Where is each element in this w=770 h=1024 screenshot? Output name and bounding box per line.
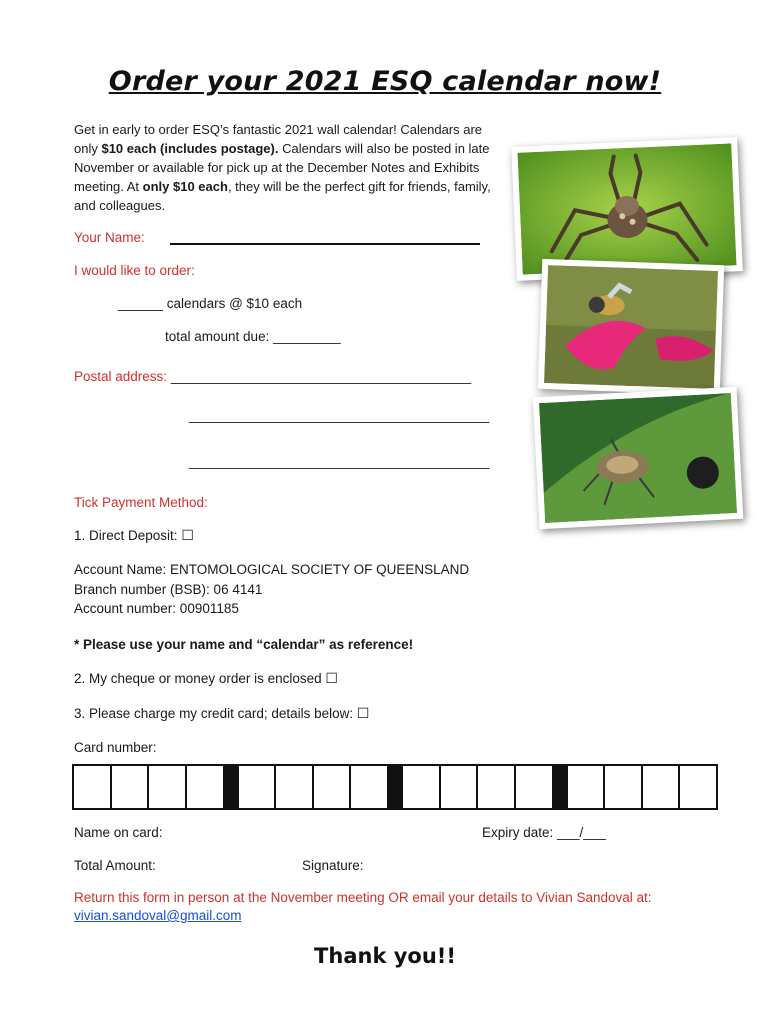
card-digit-box[interactable] [351, 766, 389, 808]
card-digit-box[interactable] [74, 766, 112, 808]
postal-address-row [74, 369, 471, 384]
amount-due-field[interactable]: total amount due: _________ [165, 329, 341, 344]
account-name: Account Name: ENTOMOLOGICAL SOCIETY OF QUEENSLAND [74, 562, 470, 577]
card-digit-box[interactable] [568, 766, 606, 808]
card-digit-box[interactable] [441, 766, 479, 808]
name-on-card-label: Name on card: [74, 825, 163, 840]
calendars-quantity-field[interactable]: ______ calendars @ $10 each [118, 296, 303, 311]
postal-address-line-3[interactable]: ________________________________________ [189, 454, 490, 469]
order-label: I would like to order: [74, 263, 195, 278]
card-digit-box[interactable] [403, 766, 441, 808]
card-digit-box[interactable] [643, 766, 681, 808]
card-digit-box[interactable] [314, 766, 352, 808]
intro-paragraph: Get in early to order ESQ’s fantastic 2021 wall calendar! Calendars are only $10 each (includes postage). Calendars will also be posted in late November or available for pick up at the December Notes and Exhibits meeting. At only $10 each, they will be the perfect gift for friends, family, and colleagues. [74, 122, 491, 213]
branch-number: Branch number (BSB): 06 4141 [74, 582, 263, 597]
card-digit-box[interactable] [605, 766, 643, 808]
signature-label: Signature: [302, 858, 364, 873]
reference-note: * Please use your name and “calendar” as reference! [74, 637, 414, 652]
email-link[interactable]: vivian.sandoval@gmail.com [74, 908, 242, 923]
card-digit-box[interactable] [680, 766, 716, 808]
card-group-separator [225, 766, 239, 808]
page-title: Order your 2021 ESQ calendar now! [108, 66, 662, 97]
card-digit-box[interactable] [516, 766, 554, 808]
bee-on-flower-photo [538, 259, 724, 395]
your-name-field[interactable] [170, 243, 480, 245]
card-digit-box[interactable] [276, 766, 314, 808]
credit-card-checkbox[interactable]: ☐ [356, 706, 370, 722]
postal-address-line-1[interactable]: ________________________________________ [170, 369, 472, 384]
cheque-option: 2. My cheque or money order is enclosed ☐ [74, 671, 338, 687]
thank-you-text: Thank you!! [314, 944, 456, 968]
payment-method-heading: Tick Payment Method: [74, 495, 208, 510]
postal-address-label: Postal address: [74, 369, 168, 384]
card-digit-box[interactable] [239, 766, 277, 808]
card-number-grid [72, 764, 718, 810]
bug-on-leaf-photo [533, 387, 744, 529]
your-name-label: Your Name: [74, 230, 145, 245]
credit-card-option: 3. Please charge my credit card; details below: ☐ [74, 706, 370, 722]
direct-deposit-option: 1. Direct Deposit: ☐ [74, 528, 194, 544]
card-group-separator [389, 766, 403, 808]
expiry-date-field[interactable]: Expiry date: ___/___ [482, 825, 606, 840]
postal-address-line-2[interactable]: ________________________________________ [189, 408, 490, 423]
card-digit-box[interactable] [478, 766, 516, 808]
total-amount-label: Total Amount: [74, 858, 156, 873]
return-instructions: Return this form in person at the November meeting OR email your details to Vivian Sandoval at: [74, 890, 652, 905]
card-number-label: Card number: [74, 740, 157, 755]
card-digit-box[interactable] [112, 766, 150, 808]
direct-deposit-checkbox[interactable]: ☐ [181, 528, 194, 544]
card-digit-box[interactable] [149, 766, 187, 808]
card-group-separator [554, 766, 568, 808]
account-number: Account number: 00901185 [74, 601, 239, 616]
cheque-checkbox[interactable]: ☐ [325, 671, 338, 687]
card-digit-box[interactable] [187, 766, 225, 808]
